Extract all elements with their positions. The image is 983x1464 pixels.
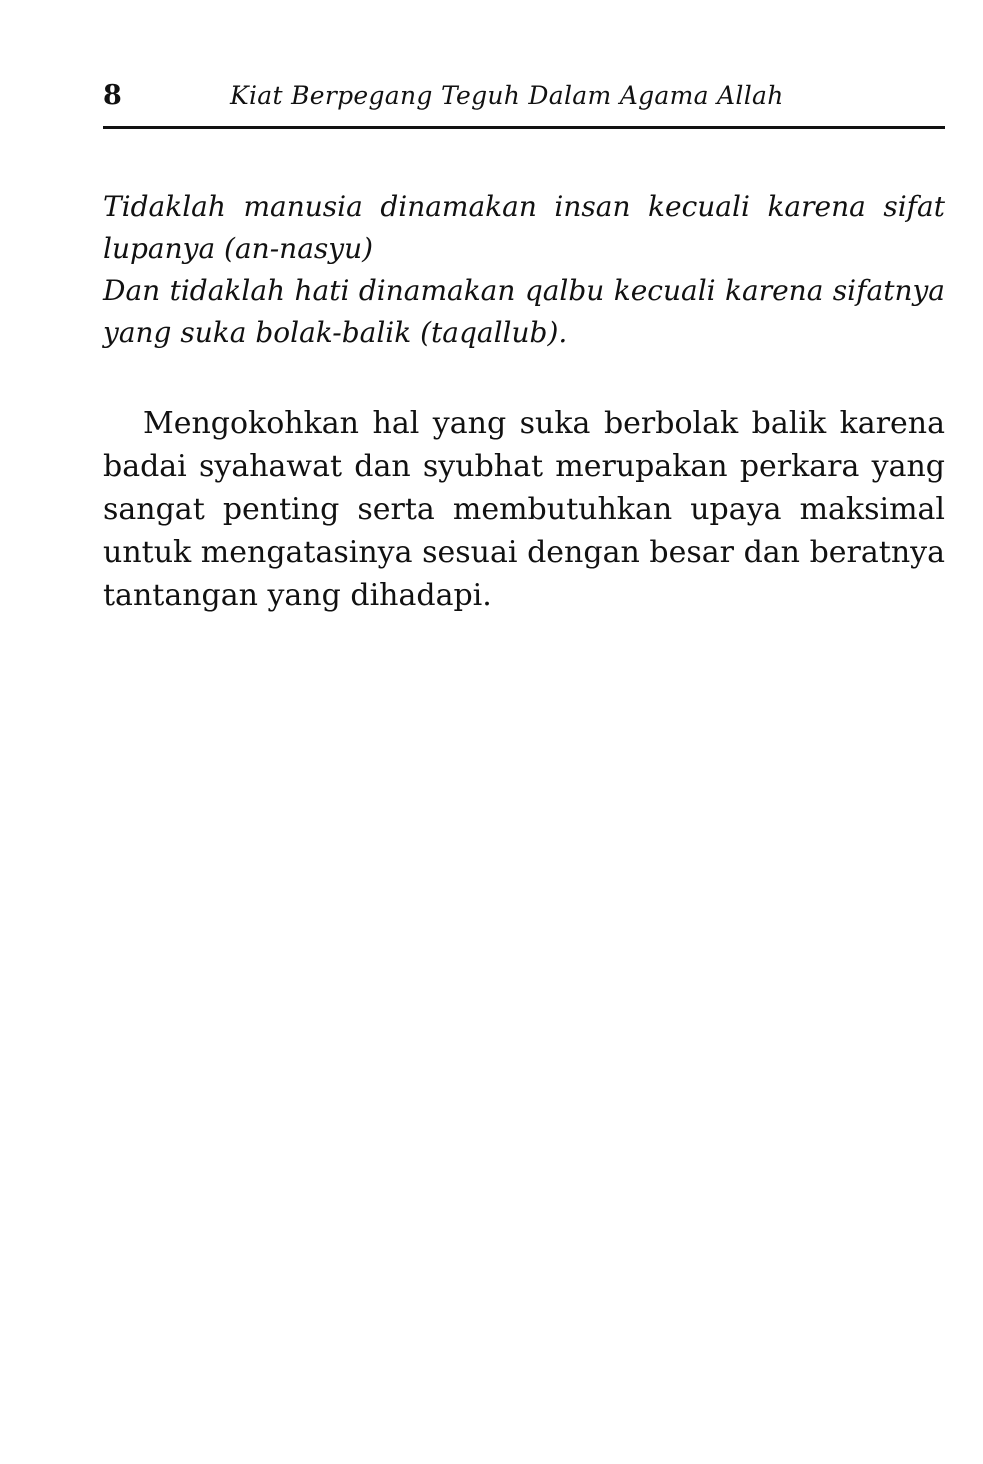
body-paragraph: Mengokohkan hal yang suka berbolak balik karena badai syahawat dan syubhat merupakan perkara yang sangat penting serta membutuhkan upaya maksimal untuk mengatasinya sesuai dengan besar dan beratnya tantangan yang dihadapi. [103,406,945,613]
header-divider [103,126,945,129]
running-title: Kiat Berpegang Teguh Dalam Agama Allah [230,81,784,110]
quote-line-2: Dan tidaklah hati dinamakan qalbu kecuali karena sifatnya yang suka bolak-balik (taqallub). [103,274,945,349]
page-header [103,72,945,128]
quote-block [103,186,945,354]
page-number: 8 [103,80,122,111]
quote-line-1: Tidaklah manusia dinamakan insan kecuali karena sifat lupanya (an-nasyu) [103,190,945,265]
